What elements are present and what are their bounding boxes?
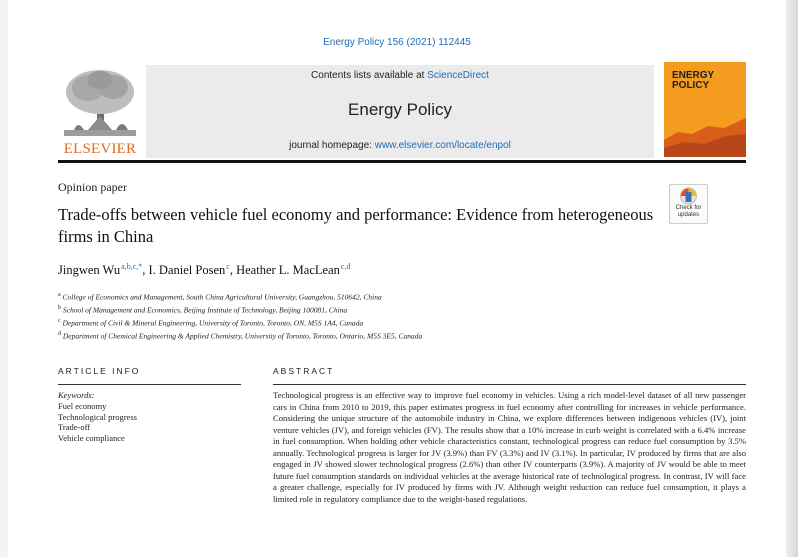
affiliation-key: d — [58, 331, 61, 337]
author-affiliation-marks[interactable]: a,b,c,* — [121, 262, 143, 271]
page-shadow — [786, 0, 798, 557]
homepage-prefix: journal homepage: — [289, 140, 372, 151]
article-title: Trade-offs between vehicle fuel economy and performance: Evidence from heterogeneous firms in China — [58, 205, 654, 246]
article-info-heading: ARTICLE INFO — [58, 366, 141, 376]
author-name[interactable]: Heather L. MacLean — [236, 263, 340, 278]
affiliation-text: Department of Civil & Mineral Engineering, University of Toronto, Toronto, ON, M5S 1A4, Canada — [62, 318, 364, 328]
article-type: Opinion paper — [58, 180, 127, 194]
keyword-item: Vehicle compliance — [58, 432, 125, 443]
author-name[interactable]: Jingwen Wu — [58, 263, 121, 278]
pdf-page — [8, 0, 786, 557]
affiliation-item — [58, 303, 738, 316]
check-for-updates-button[interactable] — [669, 184, 708, 224]
author-separator: , — [142, 263, 149, 278]
keywords-label: Keywords: — [58, 390, 95, 400]
sciencedirect-link[interactable]: ScienceDirect — [427, 70, 489, 81]
elsevier-wordmark: ELSEVIER — [63, 141, 137, 157]
contents-prefix: Contents lists available at — [311, 70, 425, 81]
article-info-divider — [58, 384, 241, 385]
journal-title: Energy Policy — [348, 100, 452, 119]
affiliation-text: College of Economics and Management, South China Agricultural University, Guangzhou, 510642, China — [62, 292, 382, 302]
elsevier-logo — [58, 68, 142, 158]
author-affiliation-marks[interactable]: c — [226, 262, 230, 271]
homepage-link[interactable]: www.elsevier.com/locate/enpol — [374, 140, 511, 151]
affiliations — [58, 290, 738, 342]
crossmark-label: Check for updates — [675, 205, 702, 218]
affiliation-key: c — [58, 318, 61, 324]
affiliation-item — [58, 329, 738, 342]
crossmark-icon — [670, 186, 707, 206]
author-separator: , — [229, 263, 237, 278]
abstract-divider — [273, 384, 746, 385]
affiliation-item — [58, 316, 738, 329]
abstract-heading: ABSTRACT — [273, 366, 335, 376]
affiliation-text: School of Management and Economics, Beijing Institute of Technology, Beijing 100081, China — [62, 305, 348, 315]
contents-line — [146, 70, 654, 81]
author-affiliation-marks[interactable]: c,d — [340, 262, 351, 271]
journal-citation[interactable]: Energy Policy 156 (2021) 112445 — [323, 37, 471, 48]
affiliation-item — [58, 290, 738, 303]
keyword-item: Trade-off — [58, 422, 91, 433]
affiliation-key: b — [58, 305, 61, 311]
keyword-item: Technological progress — [58, 411, 137, 422]
affiliation-key: a — [58, 292, 61, 298]
header-divider — [58, 160, 746, 163]
cover-title: ENERGY POLICY — [672, 70, 715, 91]
elsevier-tree-icon — [58, 68, 142, 140]
keywords-list — [58, 401, 137, 443]
abstract-text: Technological progress is an effective way to improve fuel economy in vehicles. Using a rich model-level dataset of all new passenger cars in China from 2010 to 2019, this paper estimates progress in fuel economy after controlling for increases in vehicle performance. Considering the unique structure of the automobile industry in China, we explore differences between indigenous vehicles (IV), joint venture vehicles (JV), and foreign vehicles (FV). The results show that a 10% increase in curb weight is correlated with a 6.4% increase in fuel consumption. When holding other vehicle characteristics constant, technological progress can reduce fuel consumption by 3.5% annually. Technological progress is larger for JV (3.9%) than FV (3.3%) and IV (3.1%). In particular, IV produced by firms that are also engaged in JV showed slower technological progress (2.6%) than other IV counterparts (3.9%). A majority of JV would be able to meet future fuel consumption standards on individual vehicles at the average historical rate of technological progress. In contrast, IV will face a greater challenge, especially for IV produced by firms with JV. Although weight reduction can reduce fuel consumption, it plays a limited role in regulatory compliance due to the weight-based regulations. — [273, 390, 746, 504]
keyword-item: Fuel economy — [58, 401, 107, 411]
affiliation-text: Department of Chemical Engineering & Applied Chemistry, University of Toronto, Toronto, Ontario, M5S 3E5, Canada — [62, 331, 423, 341]
homepage-line — [146, 140, 654, 151]
author-list — [58, 262, 350, 278]
journal-cover[interactable] — [664, 62, 746, 157]
journal-masthead — [146, 65, 654, 158]
author-name[interactable]: I. Daniel Posen — [148, 263, 226, 278]
